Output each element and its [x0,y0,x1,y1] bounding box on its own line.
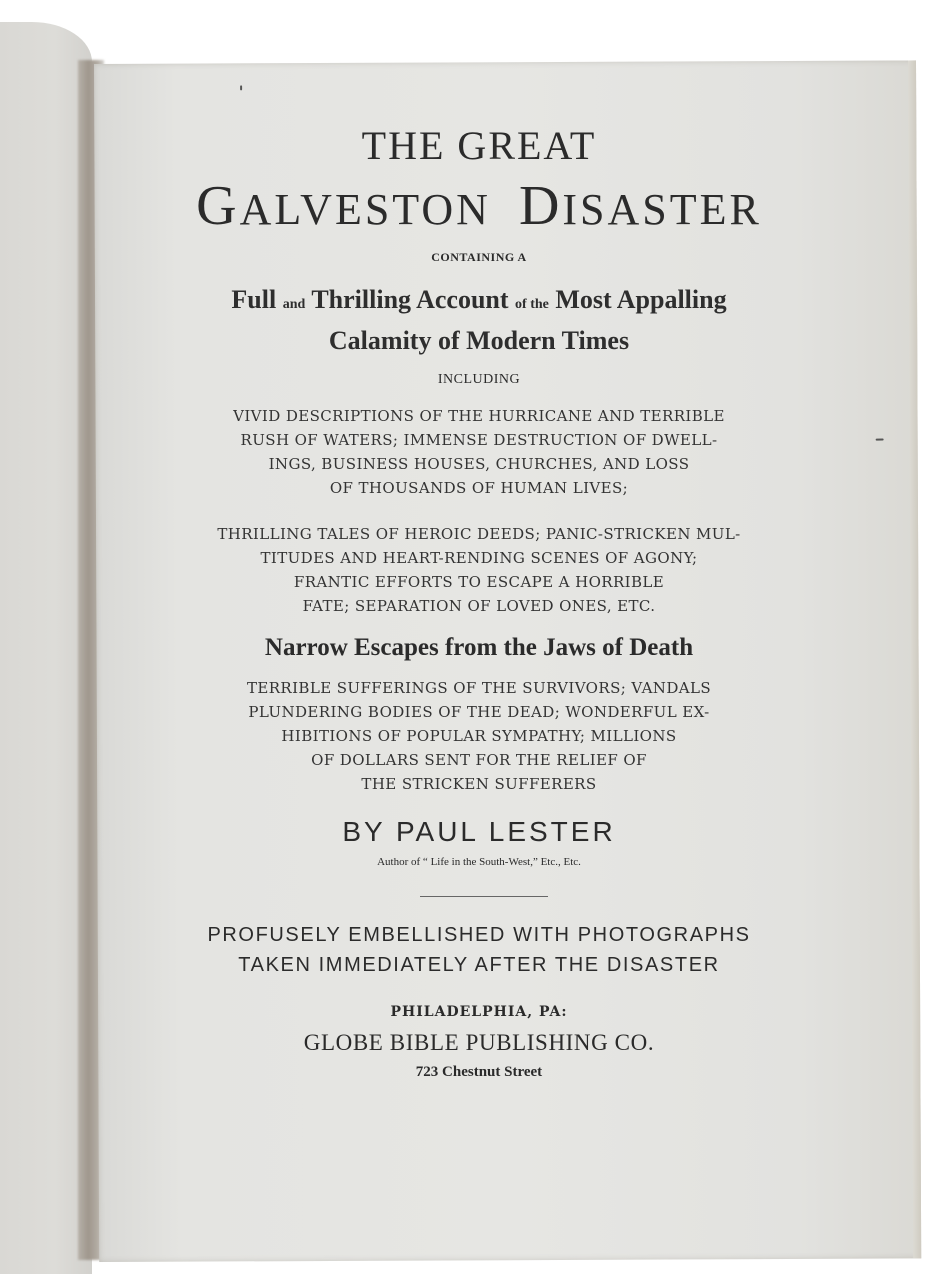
paper-speck [876,439,884,441]
description-paragraph-3 [94,676,864,796]
paragraph-line: FRANTIC EFFORTS TO ESCAPE A HORRIBLE [293,573,665,591]
section-heading: Narrow Escapes from the Jaws of Death [264,634,694,661]
including-label: INCLUDING [437,372,521,387]
illustrations-note [94,920,864,980]
subtitle-word: Thrilling Account [311,285,509,314]
description-paragraph-1 [94,404,864,500]
title-line-2 [94,174,864,238]
subtitle-word-small: and [282,297,306,312]
paragraph-line: PLUNDERING BODIES OF THE DEAD; WONDERFUL EX- [248,703,710,721]
paragraph-line: INGS, BUSINESS HOUSES, CHURCHES, AND LOSS [268,455,690,473]
paragraph-line: FATE; SEPARATION OF LOVED ONES, ETC. [302,597,656,615]
illustrations-line: PROFUSELY EMBELLISHED WITH PHOTOGRAPHS [207,924,751,946]
byline: BY PAUL LESTER [342,816,616,847]
subtitle-word-small: of the [515,297,549,312]
illustrations-line: TAKEN IMMEDIATELY AFTER THE DISASTER [238,954,720,976]
author-note: Author of “ Life in the South-West,” Etc., Etc. [377,856,581,868]
paragraph-line: RUSH OF WATERS; IMMENSE DESTRUCTION OF DWELL- [240,431,718,449]
containing-label: CONTAINING A [431,250,527,264]
subtitle-word: Most Appalling [555,285,727,314]
paragraph-line: HIBITIONS OF POPULAR SYMPATHY; MILLIONS [281,727,677,745]
title-line-1: THE GREAT [361,123,597,168]
paragraph-line: TITUDES AND HEART-RENDING SCENES OF AGONY; [260,549,698,567]
subtitle-line-1 [94,282,864,323]
title-word-disaster: ISASTER [562,185,762,234]
subtitle [94,282,864,359]
page-edge [908,60,921,1258]
title-initial-d: D [518,175,563,237]
description-paragraph-2 [94,522,864,618]
imprint-address: 723 Chestnut Street [415,1064,543,1080]
title-initial-g: G [196,175,240,237]
paragraph-line: THE STRICKEN SUFFERERS [361,775,597,793]
paragraph-line: VIVID DESCRIPTIONS OF THE HURRICANE AND TERRIBLE [233,407,725,425]
imprint-publisher: GLOBE BIBLE PUBLISHING CO. [303,1030,655,1055]
subtitle-line-2: Calamity of Modern Times [328,326,630,355]
paragraph-line: OF DOLLARS SENT FOR THE RELIEF OF [311,751,647,769]
paragraph-line: OF THOUSANDS OF HUMAN LIVES; [329,479,629,497]
paper-speck [240,85,242,90]
divider-rule [420,896,548,897]
imprint-city: PHILADELPHIA, PA: [390,1004,568,1020]
title-word-galveston: ALVESTON [239,185,491,234]
paragraph-line: THRILLING TALES OF HEROIC DEEDS; PANIC-STRICKEN MUL- [217,525,741,543]
subtitle-word: Full [231,285,277,314]
paragraph-line: TERRIBLE SUFFERINGS OF THE SURVIVORS; VANDALS [246,679,712,697]
